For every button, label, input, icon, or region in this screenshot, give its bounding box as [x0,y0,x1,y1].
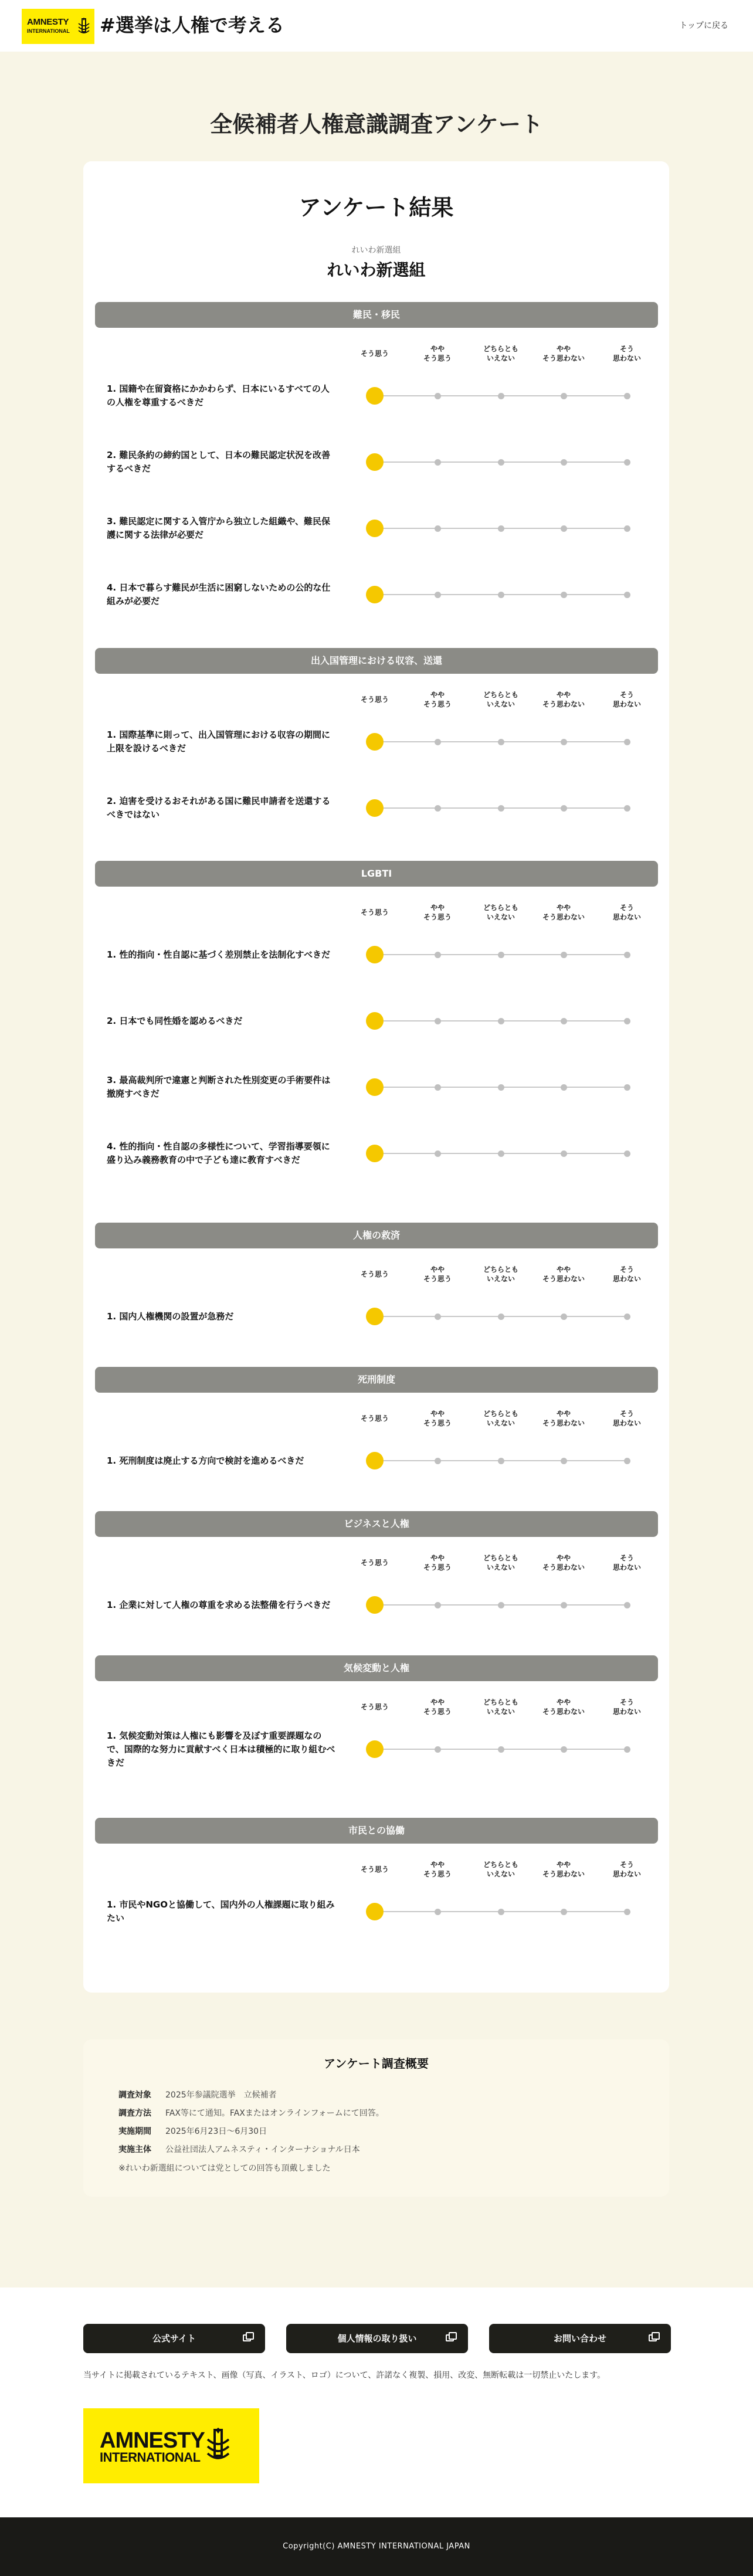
scale-labels [83,344,669,370]
scale-labels [83,1553,669,1579]
selected-answer-marker [366,1903,384,1920]
page-title: 全候補者人権意識調査アンケート [210,111,543,137]
scale-label: そう 思わない [612,345,641,362]
scale-label: やや そう思う [423,904,452,921]
scale-label: やや そう思わない [542,691,585,708]
scale-label: やや そう思う [423,1265,452,1283]
external-link-icon [243,2334,251,2341]
scale-point [498,459,504,466]
back-to-top-link[interactable]: トップに戻る [679,21,728,30]
scale-point [561,1150,567,1157]
scale-point [498,952,504,958]
scale-labels [83,1860,669,1886]
summary-value: 2025年6月23日〜6月30日 [165,2127,267,2136]
scale-label: そう思う [360,1270,389,1278]
scale-label: やや そう思う [423,1861,452,1878]
scale-label: どちらとも いえない [483,345,518,362]
logo-text: AMNESTY [27,17,69,27]
summary-row [118,2126,267,2137]
scale-point [624,1018,630,1024]
scale-point [624,525,630,532]
external-link-icon [446,2334,454,2341]
button-label: お問い合わせ [553,2333,606,2344]
amnesty-logo[interactable] [22,9,94,44]
copyright-notice: 当サイトに掲載されているテキスト、画像（写真、イラスト、ロゴ）について、許諾なく複製、損用、改変、無断転載は一切禁止いたします。 [83,2371,606,2380]
summary-title: アンケート調査概要 [324,2056,429,2071]
category-header: LGBTI [95,861,658,887]
scale-label: どちらとも いえない [483,1410,518,1427]
scale-label: やや そう思わない [542,1265,585,1283]
category-header: 人権の救済 [95,1223,658,1248]
scale-point [498,592,504,598]
scale-point [561,805,567,812]
scale-label: そう 思わない [612,1698,641,1716]
scale-point [435,1314,441,1320]
question-text: 1. 国籍や在留資格にかかわらず、日本にいるすべての人の人権を尊重するべきだ [107,383,330,408]
scale-point [624,1150,630,1157]
amnesty-logo-large[interactable] [83,2408,259,2483]
summary-label: 調査対象 [118,2090,151,2100]
summary-note: ※れいわ新選組については党としての回答も頂戴しました [118,2164,331,2173]
summary-label: 調査方法 [118,2109,151,2118]
scale-label: そう思う [360,908,389,917]
scale-label: そう 思わない [612,1554,641,1572]
scale-label: そう思う [360,695,389,704]
scale-point [624,393,630,399]
summary-row [118,2107,384,2119]
scale-point [624,1314,630,1320]
scale-point [435,1084,441,1091]
scale-point [498,1314,504,1320]
scale-point [498,1150,504,1157]
scale-label: どちらとも いえない [483,1265,518,1283]
candle-icon [205,2427,231,2466]
scale-labels [83,1265,669,1291]
selected-answer-marker [366,1740,384,1758]
summary-value: 2025年参議院選挙 立候補者 [165,2090,277,2100]
scale-point [561,1458,567,1464]
category-header: 気候変動と人権 [95,1655,658,1681]
button-label: 公式サイト [152,2333,196,2344]
scale-point [624,1746,630,1753]
results-title: アンケート結果 [299,195,454,220]
scale-point [561,1084,567,1091]
scale-point [561,952,567,958]
party-name: れいわ新選組 [327,260,426,280]
question-text: 1. 国際基準に則って、出入国管理における収容の期間に上限を設けるべきだ [107,729,331,754]
selected-answer-marker [366,453,384,471]
scale-label: そう 思わない [612,1410,641,1427]
scale-labels [83,1698,669,1723]
scale-label: やや そう思う [423,1554,452,1572]
scale-point [435,952,441,958]
category-header: ビジネスと人権 [95,1511,658,1537]
survey-summary [83,2039,669,2197]
scale-point [561,525,567,532]
scale-point [435,805,441,812]
scale-point [498,1909,504,1915]
site-title[interactable]: #選挙は人権で考える [100,14,284,36]
privacy-policy-button[interactable] [286,2324,468,2353]
scale-label: やや そう思わない [542,1554,585,1572]
selected-answer-marker [366,1308,384,1325]
scale-label: そう 思わない [612,1265,641,1283]
scale-point [498,525,504,532]
candle-icon [77,18,90,36]
selected-answer-marker [366,387,384,405]
question-text: 3. 難民認定に関する入管庁から独立した組織や、難民保護に関する法律が必要だ [107,516,331,540]
scale-label: そう 思わない [612,1861,641,1878]
scale-point [435,1458,441,1464]
category-header: 死刑制度 [95,1367,658,1393]
scale-point [435,1018,441,1024]
scale-label: やや そう思わない [542,1698,585,1716]
question-text: 1. 死刑制度は廃止する方向で検討を進めるべきだ [107,1455,304,1466]
selected-answer-marker [366,1145,384,1162]
scale-label: やや そう思わない [542,1410,585,1427]
question-text: 1. 企業に対して人権の尊重を求める法整備を行うべきだ [107,1599,331,1610]
scale-point [435,1746,441,1753]
contact-button[interactable] [489,2324,671,2353]
scale-point [624,805,630,812]
selected-answer-marker [366,733,384,751]
scale-point [435,739,441,745]
selected-answer-marker [366,520,384,537]
category-header: 市民との協働 [95,1818,658,1844]
scale-point [498,1018,504,1024]
scale-point [435,592,441,598]
scale-point [561,1018,567,1024]
scale-point [435,1909,441,1915]
scale-label: やや そう思う [423,1698,452,1716]
scale-point [435,459,441,466]
scale-point [561,393,567,399]
selected-answer-marker [366,946,384,963]
copyright-bar: Copyright(C) AMNESTY INTERNATIONAL JAPAN [0,2517,753,2576]
scale-label: どちらとも いえない [483,904,518,921]
question-text: 3. 最高裁判所で違憲と判断された性別変更の手術要件は撤廃すべきだ [107,1075,331,1099]
scale-label: やや そう思う [423,1410,452,1427]
party-ruby: れいわ新選組 [351,246,401,255]
summary-row [118,2144,360,2156]
scale-label: そう思う [360,1865,389,1874]
question-text: 1. 性的指向・性自認に基づく差別禁止を法制化すべきだ [107,949,331,960]
question-text: 1. 国内人権機関の設置が急務だ [107,1311,234,1322]
question-text: 2. 難民条約の締約国として、日本の難民認定状況を改善するべきだ [107,450,331,474]
logo-subtext: INTERNATIONAL [27,28,70,34]
scale-point [498,739,504,745]
site-footer [0,2287,753,2517]
scale-point [561,1314,567,1320]
scale-label: やや そう思う [423,345,452,362]
scale-point [498,1746,504,1753]
scale-point [498,1458,504,1464]
scale-labels [83,690,669,716]
scale-point [561,1909,567,1915]
question-text: 2. 迫害を受けるおそれがある国に難民申請者を送還するべきではない [107,796,331,820]
selected-answer-marker [366,1012,384,1030]
summary-value: FAX等にて通知。FAXまたはオンラインフォームにて回答。 [165,2109,384,2118]
scale-label: そう 思わない [612,691,641,708]
selected-answer-marker [366,799,384,817]
scale-label: そう思う [360,1559,389,1567]
question-text: 1. 市民やNGOと協働して、国内外の人権課題に取り組みたい [107,1899,335,1923]
scale-label: やや そう思う [423,691,452,708]
selected-answer-marker [366,586,384,603]
scale-point [624,739,630,745]
logo-subtext: INTERNATIONAL [100,2450,201,2465]
scale-point [624,952,630,958]
scale-point [624,1458,630,1464]
scale-point [561,1602,567,1608]
scale-point [624,1909,630,1915]
question-text: 4. 性的指向・性自認の多様性について、学習指導要領に盛り込み義務教育の中で子ども達に教育すべきだ [107,1141,330,1165]
site-header [0,0,753,52]
category-header: 難民・移民 [95,302,658,328]
official-site-button[interactable] [83,2324,265,2353]
question-text: 1. 気候変動対策は人権にも影響を及ぼす重要課題なので、国際的な努力に貢献すべく日本は積極的に取り組むべきだ [107,1730,335,1768]
scale-labels [83,1409,669,1435]
scale-labels [83,903,669,929]
summary-row [118,2089,277,2101]
scale-label: やや そう思わない [542,345,585,362]
selected-answer-marker [366,1596,384,1614]
logo-text: AMNESTY [100,2428,205,2453]
scale-point [624,1602,630,1608]
button-label: 個人情報の取り扱い [337,2333,417,2344]
scale-point [498,1602,504,1608]
question-text: 2. 日本でも同性婚を認めるべきだ [107,1015,243,1026]
scale-point [624,592,630,598]
scale-point [498,393,504,399]
summary-value: 公益社団法人アムネスティ・インターナショナル日本 [165,2145,360,2154]
scale-point [624,1084,630,1091]
scale-label: やや そう思わない [542,1861,585,1878]
selected-answer-marker [366,1078,384,1096]
selected-answer-marker [366,1452,384,1469]
scale-point [435,525,441,532]
scale-point [435,1602,441,1608]
scale-label: そう思う [360,1414,389,1423]
scale-point [498,1084,504,1091]
scale-point [561,1746,567,1753]
scale-label: どちらとも いえない [483,1698,518,1716]
scale-label: どちらとも いえない [483,1554,518,1572]
scale-label: そう思う [360,349,389,358]
summary-label: 実施主体 [118,2145,151,2154]
category-header: 出入国管理における収容、送還 [95,648,658,674]
scale-point [561,592,567,598]
scale-label: どちらとも いえない [483,1861,518,1878]
scale-label: そう思う [360,1703,389,1711]
scale-label: やや そう思わない [542,904,585,921]
scale-label: そう 思わない [612,904,641,921]
question-text: 4. 日本で暮らす難民が生活に困窮しないための公的な仕組みが必要だ [107,582,331,606]
results-card [83,161,669,1993]
scale-label: どちらとも いえない [483,691,518,708]
scale-point [561,459,567,466]
scale-point [498,805,504,812]
summary-label: 実施期間 [118,2127,151,2136]
scale-point [435,393,441,399]
scale-point [624,459,630,466]
scale-point [561,739,567,745]
external-link-icon [649,2334,657,2341]
scale-point [435,1150,441,1157]
